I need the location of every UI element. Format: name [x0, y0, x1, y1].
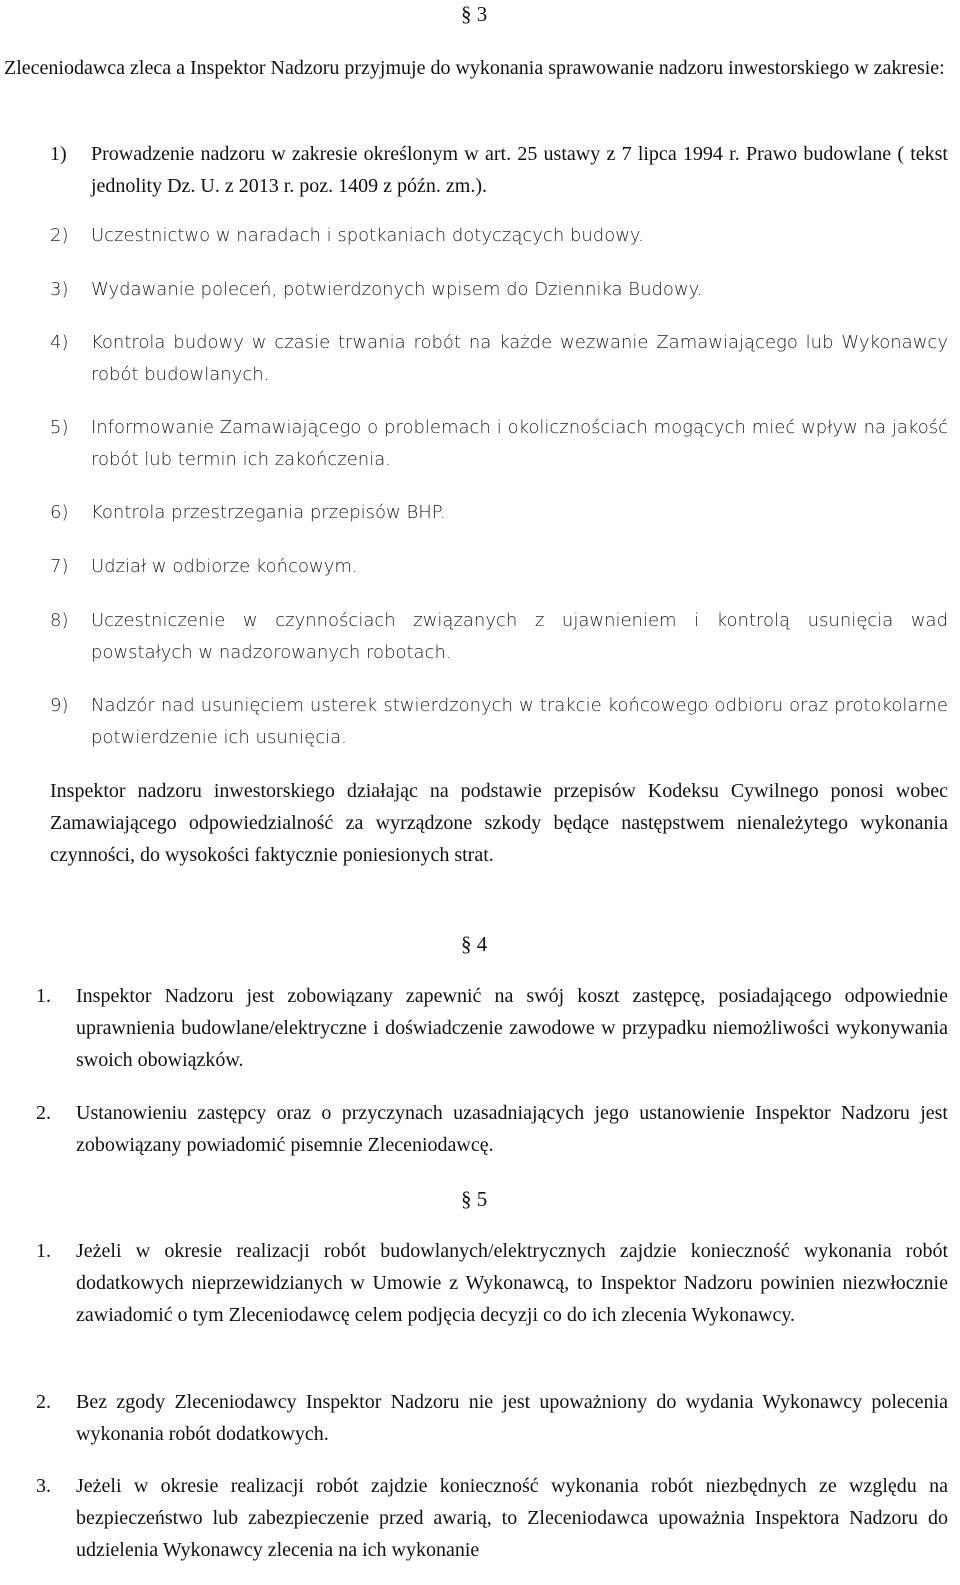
scope-item-text: Informowanie Zamawiającego o problemach i okolicznościach mogących mieć wpływ na jakość robót lub termin ich zakończenia. [91, 417, 948, 470]
scope-item-text: Nadzór nad usunięciem usterek stwierdzonych w trakcie końcowego odbioru oraz protokolarne potwierdzenie ich usunięcia. [91, 695, 948, 748]
section-5-item-text: Bez zgody Zleceniodawcy Inspektor Nadzoru nie jest upoważniony do wydania Wykonawcy polecenia wykonania robót dodatkowych. [76, 1391, 948, 1445]
section-5-item-3 [36, 1470, 948, 1566]
section-4-item-text: Ustanowieniu zastępcy oraz o przyczynach uzasadniających jego ustanowienie Inspektor Nadzoru jest zobowiązany powiadomić pisemnie Zleceniodawcę. [76, 1102, 948, 1156]
scope-item-number: 4) [50, 332, 69, 353]
section-5-item-number: 3. [36, 1475, 51, 1497]
scope-item-7 [50, 551, 948, 583]
scope-item-6 [50, 497, 948, 529]
section-5-item-number: 1. [36, 1240, 51, 1262]
scope-item-text: Kontrola przestrzegania przepisów BHP. [91, 502, 446, 523]
scope-item-number: 7) [50, 556, 69, 577]
section-4-item-text: Inspektor Nadzoru jest zobowiązany zapewnić na swój koszt zastępcę, posiadającego odpowiednie uprawnienia budowlane/elektryczne i doświadczenie zawodowe w przypadku niemożliwości wykonywania swoich obowiązków. [76, 985, 948, 1071]
scope-item-text: Prowadzenie nadzoru w zakresie określonym w art. 25 ustawy z 7 lipca 1994 r. Prawo budowlane ( tekst jednolity Dz. U. z 2013 r. poz. 1409 z późn. zm.). [91, 143, 948, 197]
section-4-heading: § 4 [461, 932, 488, 956]
section-5-item-text: Jeżeli w okresie realizacji robót zajdzie konieczność wykonania robót niezbędnych ze względu na bezpieczeństwo lub zabezpieczenie przed awarią, to Zleceniodawca upoważnia Inspektora Nadzoru do udzielenia Wykonawcy zlecenia na ich wykonanie [76, 1475, 948, 1561]
section-5-heading: § 5 [461, 1187, 488, 1211]
section-5-item-2 [36, 1386, 948, 1450]
section-4-item-number: 2. [36, 1102, 51, 1124]
scope-item-number: 3) [50, 279, 69, 300]
scope-item-5 [50, 412, 948, 476]
section-5-item-1 [36, 1235, 948, 1331]
section-4-item-1 [36, 980, 948, 1076]
scope-item-number: 5) [50, 417, 69, 438]
scope-item-3 [50, 274, 948, 306]
section-5-item-number: 2. [36, 1391, 51, 1413]
scope-item-4 [50, 327, 948, 391]
scope-item-1 [50, 138, 948, 202]
scope-item-text: Udział w odbiorze końcowym. [91, 556, 358, 577]
scope-item-number: 2) [50, 225, 69, 246]
scope-item-8 [50, 605, 948, 669]
scope-item-text: Kontrola budowy w czasie trwania robót na każde wezwanie Zamawiającego lub Wykonawcy robót budowlanych. [91, 332, 948, 385]
scope-item-number: 9) [50, 695, 69, 716]
scope-item-text: Uczestniczenie w czynnościach związanych z ujawnieniem i kontrolą usunięcia wad powstałych w nadzorowanych robotach. [91, 610, 948, 663]
scope-item-number: 1) [50, 143, 67, 165]
scope-item-9 [50, 690, 948, 754]
scope-item-number: 6) [50, 502, 69, 523]
section-3-heading: § 3 [461, 2, 488, 26]
scope-item-text: Uczestnictwo w naradach i spotkaniach dotyczących budowy. [91, 225, 644, 246]
section-4-item-2 [36, 1097, 948, 1161]
scope-item-2 [50, 220, 948, 252]
scope-item-number: 8) [50, 610, 69, 631]
section-5-item-text: Jeżeli w okresie realizacji robót budowlanych/elektrycznych zajdzie konieczność wykonania robót dodatkowych nieprzewidzianych w Umowie z Wykonawcą, to Inspektor Nadzoru powinien niezwłocznie zawiadomić o tym Zleceniodawcę celem podjęcia decyzji co do ich zlecenia Wykonawcy. [76, 1240, 948, 1326]
liability-paragraph: Inspektor nadzoru inwestorskiego działając na podstawie przepisów Kodeksu Cywilnego ponosi wobec Zamawiającego odpowiedzialność za wyrządzone szkody będące następstwem nienależytego wykonania czynności, do wysokości faktycznie poniesionych strat. [50, 780, 948, 866]
scope-item-text: Wydawanie poleceń, potwierdzonych wpisem do Dziennika Budowy. [91, 279, 703, 300]
intro-paragraph: Zleceniodawca zleca a Inspektor Nadzoru przyjmuje do wykonania sprawowanie nadzoru inwestorskiego w zakresie: [4, 57, 945, 79]
section-4-item-number: 1. [36, 985, 51, 1007]
